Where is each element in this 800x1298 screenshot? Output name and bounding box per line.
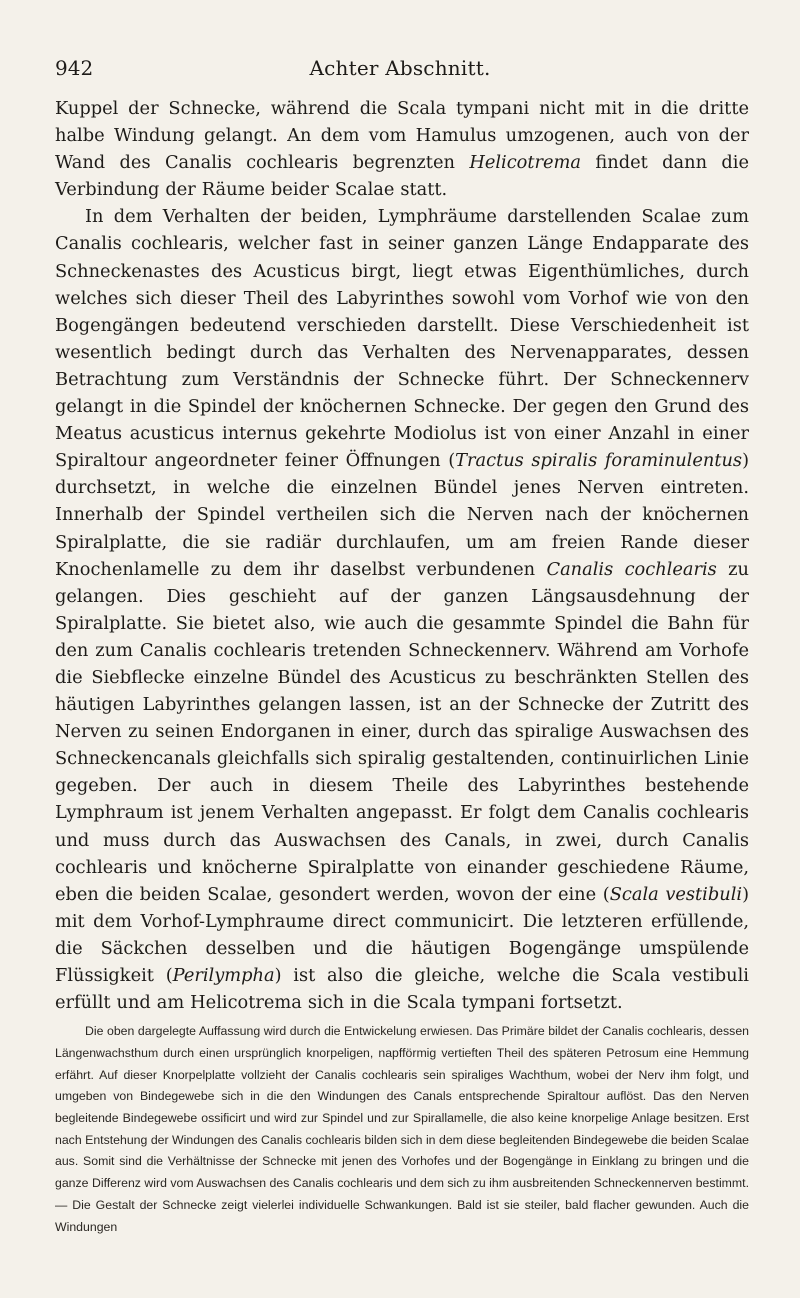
running-title: Achter Abschnitt.	[309, 56, 491, 80]
paragraph-1	[55, 95, 749, 203]
page-number: 942	[55, 56, 94, 80]
paragraph-2	[55, 203, 749, 1016]
running-head	[55, 56, 745, 86]
text-run: ) mit dem Vorhof-Lymphraume direct communicirt. Die letzteren erfüllende, die Säckchen desselben und die häutigen Bogengänge umspülende Flüssigkeit (	[55, 883, 750, 986]
text-run: zu gelangen. Dies geschieht auf der ganzen Längsausdehnung der Spiralplatte. Sie bietet also, wie auch die gesammte Spindel die Bahn für den zum Canalis cochlearis tretenden Schneckennerv. Während am Vorhofe die Siebflecke einzelne Bündel des Acusticus zu beschränkten Stellen des häutigen Labyrinthes gelangen lassen, ist an der Schnecke der Zutritt des Nerven zu seinen Endorganen in einer, durch das spiralige Auswachsen des Schneckencanals gleichfalls sich spiralig gestaltenden, continuirlichen Linie gegeben. Der auch in diesem Theile des Labyrinthes bestehende Lymphraum ist jenem Verhalten angepasst. Er folgt dem Canalis cochlearis und muss durch das Auswachsen des Canals, in zwei, durch Canalis cochlearis und knöcherne Spiralplatte von einander geschiedene Räume, eben die beiden Scalae, gesondert werden, wovon der eine (	[55, 558, 749, 905]
italic-term: Helicotrema	[469, 152, 582, 174]
text-run: In dem Verhalten der beiden, Lymphräume darstellenden Scalae zum Canalis cochlearis, welcher fast in seiner ganzen Länge Endapparate des Schneckenastes des Acusticus birgt, liegt etwas Eigenthümliches, durch welches sich dieser Theil des Labyrinthes sowohl vom Vorhof wie von den Bogengängen bedeutend verschieden darstellt. Diese Verschiedenheit ist wesentlich bedingt durch das Verhalten des Nervenapparates, dessen Betrachtung zum Verständnis der Schnecke führt. Der Schneckennerv gelangt in die Spindel der knöchernen Schnecke. Der gegen den Grund des Meatus acusticus internus gekehrte Modiolus ist von einer Anzahl in einer Spiraltour angeordneter feiner Öffnungen (	[55, 206, 749, 472]
italic-term: Scala vestibuli	[609, 883, 743, 905]
text-run: ) ist also die gleiche, welche die Scala vestibuli erfüllt und am Helicotrema sich in die Scala tympani fortsetzt.	[55, 965, 749, 1014]
italic-term: Canalis cochlearis	[546, 558, 717, 580]
italic-term: Tractus spiralis foraminulentus	[455, 450, 743, 472]
text-run: ) durchsetzt, in welche die einzelnen Bündel jenes Nerven eintreten. Innerhalb der Spindel vertheilen sich die Nerven nach der knöchernen Spiralplatte, die sie radiär durchlaufen, um am freien Rande dieser Knochenlamelle zu dem ihr daselbst verbundenen	[55, 450, 749, 580]
text-run: Kuppel der Schnecke, während die Scala tympani nicht mit in die dritte halbe Windung gelangt. An dem vom Hamulus umzogenen, auch von der Wand des Canalis cochlearis begrenzten	[55, 98, 749, 174]
body-text	[55, 95, 749, 1238]
italic-term: Perilympha	[172, 965, 275, 986]
footnote-small-print: Die oben dargelegte Auffassung wird durch die Entwickelung erwiesen. Das Primäre bildet der Canalis cochlearis, dessen Längenwachsthum durch einen ursprünglich knorpeligen, napfförmig vertieften Theil des späteren Petrosum eine Hemmung erfährt. Auf dieser Knorpelplatte vollzieht der Canalis cochlearis sein spiraliges Wachthum, wobei der Nerv ihm folgt, und umgeben von Bindegewebe sich in die den Windungen des Canals entsprechende Spiraltour auflöst. Das den Nerven begleitende Bindegewebe ossificirt und wird zur Spindel und zur Spirallamelle, die also keine knorpelige Anlage besitzen. Erst nach Entstehung der Windungen des Canalis cochlearis bilden sich in dem diese begleitenden Bindegewebe die beiden Scalae aus. Somit sind die Verhältnisse der Schnecke mit jenen des Vorhofes und der Bogengänge in Einklang zu bringen und die ganze Differenz wird vom Auswachsen des Canalis cochlearis und dem sich zu ihm ausbreitenden Schneckennerven bestimmt. — Die Gestalt der Schnecke zeigt vielerlei individuelle Schwankungen. Bald ist sie steiler, bald flacher gewunden. Auch die Windungen	[55, 1024, 749, 1234]
text-run: findet dann die Verbindung der Räume beider Scalae statt.	[55, 152, 749, 201]
